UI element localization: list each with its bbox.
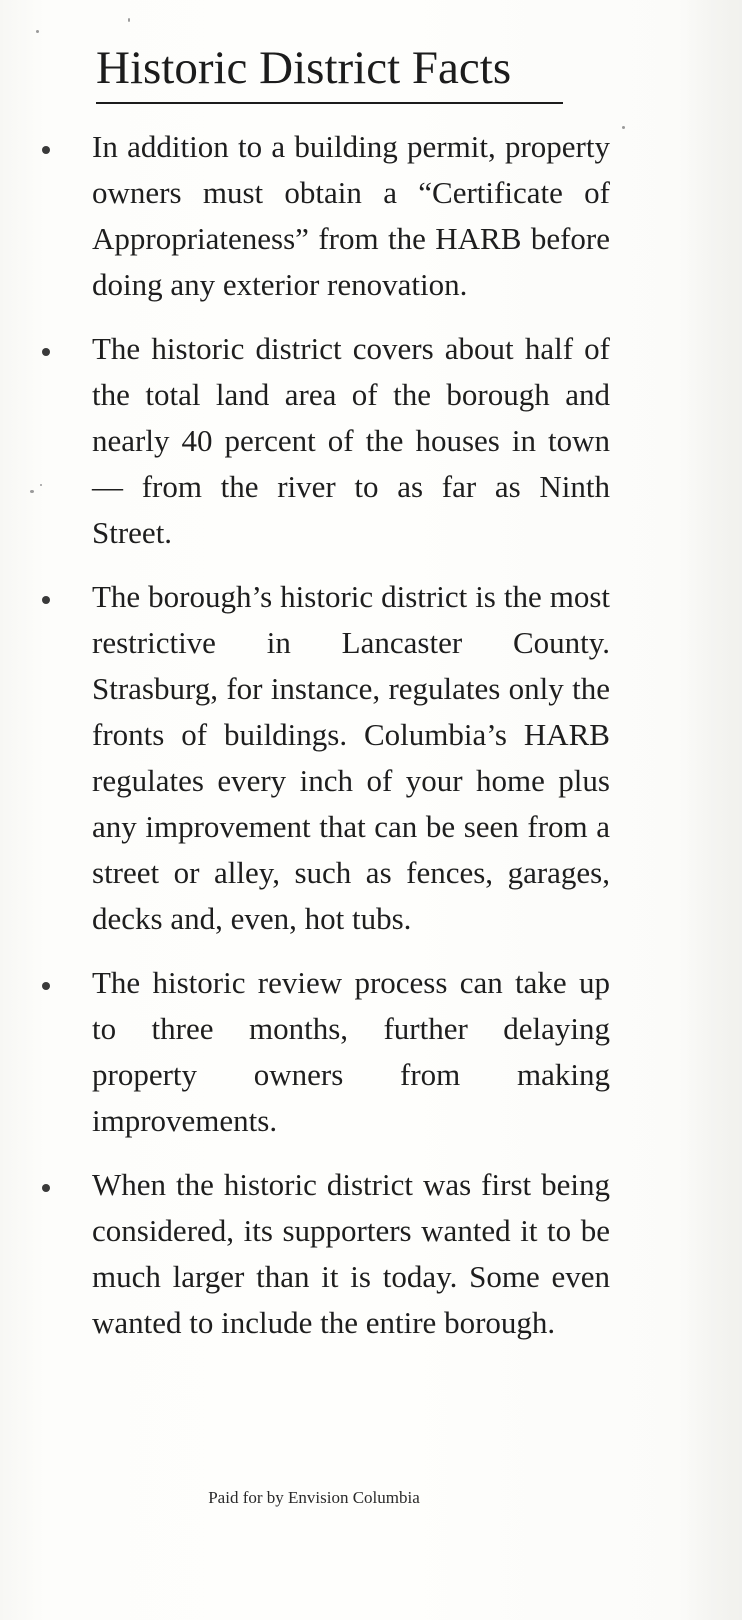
paper-speck [622,126,625,129]
bullet-icon [42,596,50,604]
fact-text: The borough’s historic district is the most restrictive in Lancaster County. Strasburg, for instance, regulates only the fronts of buildings. Columbia’s HARB regulates every inch of your home plus any improvement that can be seen from a street or alley, such as fences, garages, decks and, even, hot tubs. [92,579,610,936]
paper-speck [30,490,34,493]
paper-speck [36,30,39,33]
fact-text: The historic review process can take up to three months, further delaying property owners from making improvements. [92,965,610,1138]
fact-text: In addition to a building permit, property owners must obtain a “Certificate of Appropriateness” from the HARB before doing any exterior renovation. [92,129,610,302]
fact-text: When the historic district was first being considered, its supporters wanted it to be much larger than it is today. Some even wanted to include the entire borough. [92,1167,610,1340]
title-underline [96,102,563,104]
bullet-icon [42,1184,50,1192]
fact-item [40,326,610,556]
paper-speck [128,18,130,22]
paper-edge-shadow [678,0,742,1620]
fact-item [40,1162,610,1346]
facts-list [40,124,610,1364]
bullet-icon [42,982,50,990]
paid-for-by-footer: Paid for by Envision Columbia [208,1488,420,1507]
fact-item [40,960,610,1144]
page-title: Historic District Facts [96,42,512,94]
bullet-icon [42,146,50,154]
fact-text: The historic district covers about half of the total land area of the borough and nearly 40 percent of the houses in town — from the river to as far as Ninth Street. [92,331,610,550]
title-block [96,40,566,96]
bullet-icon [42,348,50,356]
fact-item [40,124,610,308]
fact-item [40,574,610,942]
